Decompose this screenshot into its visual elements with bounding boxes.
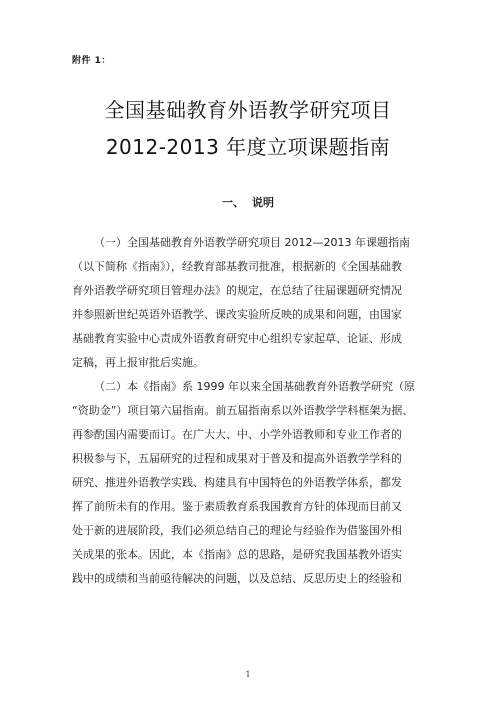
paragraph-2-line: 研究、推进外语教学实践、构建具有中国特色的外语教学体系，都发 (72, 476, 402, 489)
paragraph-2-line: 积极参与下，五届研究的过程和成果对于普及和提高外语教学学科的 (72, 452, 402, 465)
paragraph-2-line: 处于新的进展阶段，我们必须总结自己的理论与经验作为借鉴国外相 (72, 524, 402, 537)
paragraph-2-line: “资助金”）项目第六届指南。前五届指南系以外语教学学科框架为据、 (72, 404, 414, 417)
page-number: 1 (245, 670, 251, 679)
paragraph-1-line: 基础教育实验中心责成外语教育研究中心组织专家起草、论证、形成 (72, 332, 402, 345)
section-number: 一、 (222, 196, 244, 209)
paragraph-2-line: （二）本《指南》系 1999 年以来全国基础教育外语教学研究（原 (94, 380, 415, 393)
paragraph-1-line: （以下简称《指南》），经教育部基教司批准，根据新的《全国基础教 (72, 260, 402, 273)
paragraph-1-line: 育外语教学研究项目管理办法》的规定，在总结了往届课题研究情况 (72, 284, 402, 297)
paragraph-2-line: 挥了前所未有的作用。鉴于素质教育系我国教育方针的体现而目前又 (72, 500, 402, 513)
paragraph-1-line: 定稿，再上报审批后实施。 (72, 356, 204, 369)
paragraph-2-line: 再参酌国内需要而订。在广大大、中、小学外语教师和专业工作者的 (72, 428, 402, 441)
paragraph-1-line: 并参照新世纪英语外语教学、课改实验所反映的成果和问题，由国家 (72, 308, 402, 321)
attachment-label: 附件 1： (72, 56, 111, 66)
title-line-1: 全国基础教育外语教学研究项目 (104, 98, 392, 122)
section-title: 说明 (252, 196, 274, 209)
paragraph-2-line: 践中的成绩和当前亟待解决的问题，以及总结、反思历史上的经验和 (72, 572, 402, 585)
paragraph-2-line: 关成果的张本。因此，本《指南》总的思路，是研究我国基教外语实 (72, 548, 402, 561)
paragraph-1-line: （一）全国基础教育外语教学研究项目 2012—2013 年课题指南 (94, 236, 410, 249)
section-heading (0, 194, 496, 210)
title-line-2: 2012-2013 年度立项课题指南 (105, 135, 391, 159)
